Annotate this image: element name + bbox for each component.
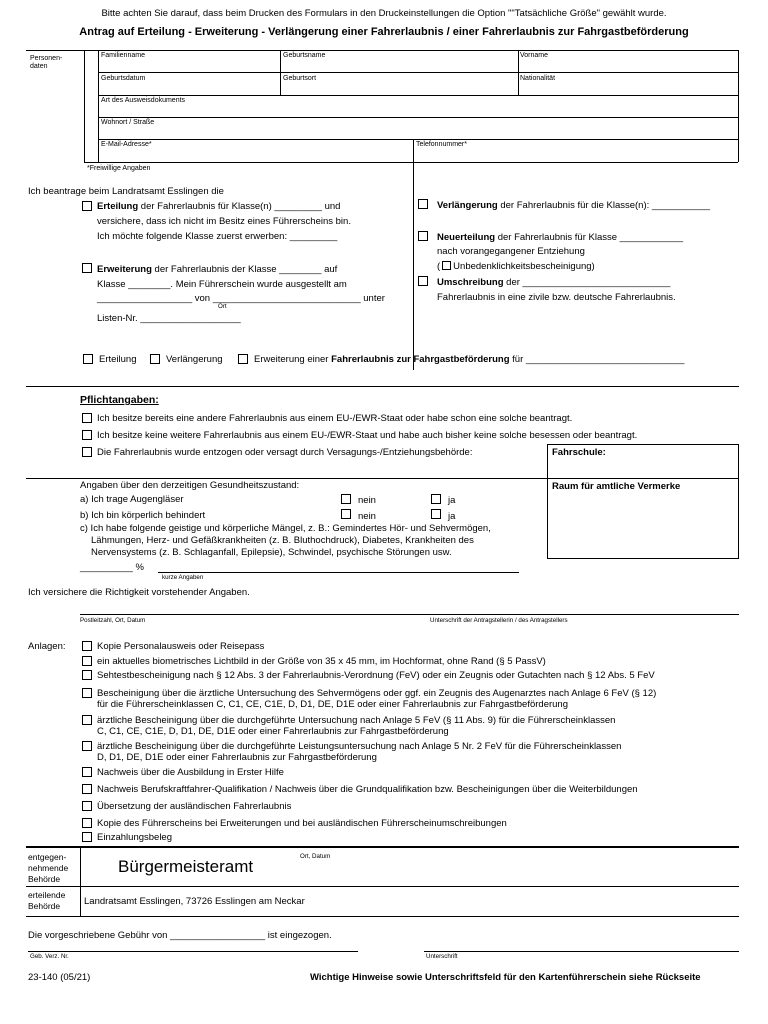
geburtsname-field[interactable]: Geburtsname — [283, 52, 326, 59]
fahrschule-label: Fahrschule: — [552, 447, 606, 458]
ausweis-field[interactable]: Art des Ausweisdokuments — [101, 97, 186, 104]
pflicht-item3-checkbox[interactable] — [82, 447, 92, 457]
health-percent[interactable]: __________ % — [80, 562, 144, 573]
health-c2: Lähmungen, Herz- und Gefäßkrankheiten (z. B. Bluthochdruck), Diabetes, Krankheiten des — [91, 535, 474, 546]
familienname-field[interactable]: Familienname — [101, 52, 145, 59]
health-b-nein: nein — [358, 511, 376, 522]
nationalitaet-field[interactable]: Nationalität — [520, 75, 556, 82]
anlage-checkbox[interactable] — [82, 818, 92, 828]
freiwillig-note: *Freiwillige Angaben — [87, 165, 151, 172]
vorname-field[interactable]: Vorname — [520, 52, 549, 59]
anlage-checkbox[interactable] — [82, 741, 92, 751]
erweiterung-line3: __________________ von ____________________________ unter — [97, 293, 385, 304]
versichere-text: Ich versichere die Richtigkeit vorstehender Angaben. — [28, 587, 250, 598]
raum-label: Raum für amtliche Vermerke — [552, 481, 681, 492]
entgegen-label-1: entgegen- — [28, 852, 67, 862]
ort-caption: Ort — [218, 303, 227, 310]
anlage-text: Übersetzung der ausländischen Fahrerlaubnis — [97, 801, 292, 812]
anlage-text: ein aktuelles biometrisches Lichtbild in der Größe von 35 x 45 mm, im Hochformat, ohne Rand (§ 5 PassV) — [97, 656, 546, 667]
umschreibung-checkbox[interactable] — [418, 276, 428, 286]
erteilung-line3: Ich möchte folgende Klasse zuerst erwerben: _________ — [97, 231, 338, 242]
form-title: Antrag auf Erteilung - Erweiterung - Verlängerung einer Fahrerlaubnis / einer Fahrerlaubnis zur Fahrgastbeförderung — [79, 26, 689, 38]
health-c1: c) Ich habe folgende geistige und körperliche Mängel, z. B.: Gemindertes Hör- und Sehvermögen, — [80, 523, 491, 534]
health-a-ja-checkbox[interactable] — [431, 494, 441, 504]
anlage-text: für die Führerscheinklassen C, C1, CE, C1E, D, D1, DE, D1E oder einer Fahrerlaubnis zur Fahrgastbeförderung — [97, 699, 568, 710]
unbedenklich-line: ( Unbedenklichkeitsbescheinigung) — [437, 261, 595, 272]
umschreibung-line1: Umschreibung der ____________________________ — [437, 277, 671, 288]
geburtsdatum-field[interactable]: Geburtsdatum — [101, 75, 146, 82]
erteilung-line1: Erteilung der Fahrerlaubnis für Klasse(n) _________ und — [97, 201, 341, 212]
geb-verz-caption: Geb. Verz. Nr. — [30, 953, 69, 960]
health-b: b) Ich bin körperlich behindert — [80, 510, 206, 521]
erweiterung-line1: Erweiterung der Fahrerlaubnis der Klasse ________ auf — [97, 264, 338, 275]
anlage-checkbox[interactable] — [82, 670, 92, 680]
anlage-text: D, D1, DE, D1E oder einer Fahrerlaubnis zur Fahrgastbeförderung — [97, 752, 377, 763]
fg-verlaengerung-label: Verlängerung — [166, 354, 223, 365]
pflicht-item1-checkbox[interactable] — [82, 413, 92, 423]
erweiterung-line2: Klasse ________. Mein Führerschein wurde ausgestellt am — [97, 279, 347, 290]
anlage-checkbox[interactable] — [82, 832, 92, 842]
erteilung-line2: versichere, dass ich nicht im Besitz eines Führerscheins bin. — [97, 216, 351, 227]
anlage-text: ärztliche Bescheinigung über die durchgeführte Untersuchung nach Anlage 5 FeV (§ 11 Abs. 9) für die Führerscheinklassen — [97, 715, 616, 726]
email-field[interactable]: E-Mail-Adresse* — [101, 141, 152, 148]
kurze-caption: kurze Angaben — [162, 574, 204, 581]
anlage-checkbox[interactable] — [82, 767, 92, 777]
apply-intro: Ich beantrage beim Landratsamt Esslingen die — [28, 186, 224, 197]
anlage-checkbox[interactable] — [82, 801, 92, 811]
verlaengerung-line: Verlängerung der Fahrerlaubnis für die Klasse(n): ___________ — [437, 200, 711, 211]
fee-unterschrift-caption: Unterschrift — [426, 953, 458, 960]
anlage-text: Kopie Personalausweis oder Reisepass — [97, 641, 265, 652]
anlage-checkbox[interactable] — [82, 641, 92, 651]
health-b-ja: ja — [448, 511, 456, 522]
erteilung-checkbox[interactable] — [82, 201, 92, 211]
fg-verlaengerung-checkbox[interactable] — [150, 354, 160, 364]
health-b-ja-checkbox[interactable] — [431, 509, 441, 519]
erteilend-label-1: erteilende — [28, 890, 66, 900]
neuerteilung-line1: Neuerteilung der Fahrerlaubnis für Klasse ____________ — [437, 232, 684, 243]
entgegen-label-2: nehmende — [28, 863, 69, 873]
anlage-checkbox[interactable] — [82, 784, 92, 794]
fg-erteilung-label: Erteilung — [99, 354, 137, 365]
anlage-text: Kopie des Führerscheins bei Erweiterungen und bei ausländischen Führerscheinumschreibungen — [97, 818, 507, 829]
health-a: a) Ich trage Augengläser — [80, 494, 184, 505]
anlage-text: ärztliche Bescheinigung über die durchgeführte Leistungsuntersuchung nach Anlage 5 Nr. 2 FeV für die Führerscheinklassen — [97, 741, 622, 752]
print-notice: Bitte achten Sie darauf, dass beim Drucken des Formulars in den Druckeinstellungen die Option ""Tatsächliche Größe" gewählt wurde. — [101, 8, 667, 19]
entgegen-label-3: Behörde — [28, 874, 61, 884]
listen-nr: Listen-Nr. ___________________ — [97, 313, 241, 324]
anlage-text: Einzahlungsbeleg — [97, 832, 173, 843]
unterschrift-caption: Unterschrift der Antragstellerin / des Antragstellers — [430, 617, 568, 624]
section-label-2: daten — [30, 63, 48, 70]
section-label-1: Personen- — [30, 55, 63, 62]
neuerteilung-line2: nach vorangegangener Entziehung — [437, 246, 585, 257]
unbedenklich-checkbox[interactable] — [442, 261, 451, 270]
anlagen-label: Anlagen: — [28, 641, 66, 652]
anlage-checkbox[interactable] — [82, 688, 92, 698]
erteilend-label-2: Behörde — [28, 901, 61, 911]
neuerteilung-checkbox[interactable] — [418, 231, 428, 241]
fg-erweiterung-label: Erweiterung einer Fahrerlaubnis zur Fahrgastbeförderung für ______________________________ — [254, 354, 685, 365]
health-b-nein-checkbox[interactable] — [341, 509, 351, 519]
wohnort-field[interactable]: Wohnort / Straße — [101, 119, 155, 126]
fg-erweiterung-checkbox[interactable] — [238, 354, 248, 364]
anlage-text: Sehtestbescheinigung nach § 12 Abs. 3 der Fahrerlaubnis-Verordnung (FeV) oder ein Zeugnis oder Gutachten nach § 12 Abs. 5 FeV — [97, 670, 655, 681]
pflicht-item3: Die Fahrerlaubnis wurde entzogen oder versagt durch Versagungs-/Entziehungsbehörde: — [97, 447, 473, 458]
landratsamt: Landratsamt Esslingen, 73726 Esslingen am Neckar — [84, 896, 305, 907]
health-a-nein: nein — [358, 495, 376, 506]
health-a-nein-checkbox[interactable] — [341, 494, 351, 504]
ort-datum-caption: Ort, Datum — [300, 853, 331, 860]
anlage-text: C, C1, CE, C1E, D, D1, DE, D1E oder einer Fahrerlaubnis zur Fahrgastbeförderung — [97, 726, 449, 737]
verlaengerung-checkbox[interactable] — [418, 199, 428, 209]
footer-hint: Wichtige Hinweise sowie Unterschriftsfeld für den Kartenführerschein siehe Rückseite — [310, 972, 701, 983]
pflicht-item2-checkbox[interactable] — [82, 430, 92, 440]
geburtsort-field[interactable]: Geburtsort — [283, 75, 317, 82]
postleitzahl-caption: Postleitzahl, Ort, Datum — [80, 617, 146, 624]
fee-text: Die vorgeschriebene Gebühr von __________________ ist eingezogen. — [28, 930, 332, 941]
pflicht-item1: Ich besitze bereits eine andere Fahrerlaubnis aus einem EU-/EWR-Staat oder habe schon eine solche beantragt. — [97, 413, 573, 424]
anlage-text: Nachweis über die Ausbildung in Erster Hilfe — [97, 767, 284, 778]
anlage-text: Bescheinigung über die ärztliche Untersuchung des Sehvermögens oder ggf. ein Zeugnis des Augenarztes nach Anlage 6 FeV (§ 12) — [97, 688, 657, 699]
form-code: 23-140 (05/21) — [28, 972, 91, 983]
pflicht-heading: Pflichtangaben: — [80, 394, 159, 406]
telefon-field[interactable]: Telefonnummer* — [416, 141, 467, 148]
health-intro: Angaben über den derzeitigen Gesundheitszustand: — [80, 480, 300, 491]
fg-erteilung-checkbox[interactable] — [83, 354, 93, 364]
health-c3: Nervensystems (z. B. Schlaganfall, Epilepsie), Schwindel, psychische Störungen usw. — [91, 547, 452, 558]
anlage-text: Nachweis Berufskraftfahrer-Qualifikation / Nachweis über die Grundqualifikation bzw. Bescheinigungen über die Weiterbildungen — [97, 784, 638, 795]
anlage-checkbox[interactable] — [82, 656, 92, 666]
erweiterung-checkbox[interactable] — [82, 263, 92, 273]
umschreibung-line2: Fahrerlaubnis in eine zivile bzw. deutsche Fahrerlaubnis. — [437, 292, 676, 303]
pflicht-item2: Ich besitze keine weitere Fahrerlaubnis aus einem EU-/EWR-Staat und habe auch bisher keine solche besessen oder beantragt. — [97, 430, 638, 441]
buergermeisteramt: Bürgermeisteramt — [118, 857, 254, 876]
health-a-ja: ja — [448, 495, 456, 506]
anlage-checkbox[interactable] — [82, 715, 92, 725]
